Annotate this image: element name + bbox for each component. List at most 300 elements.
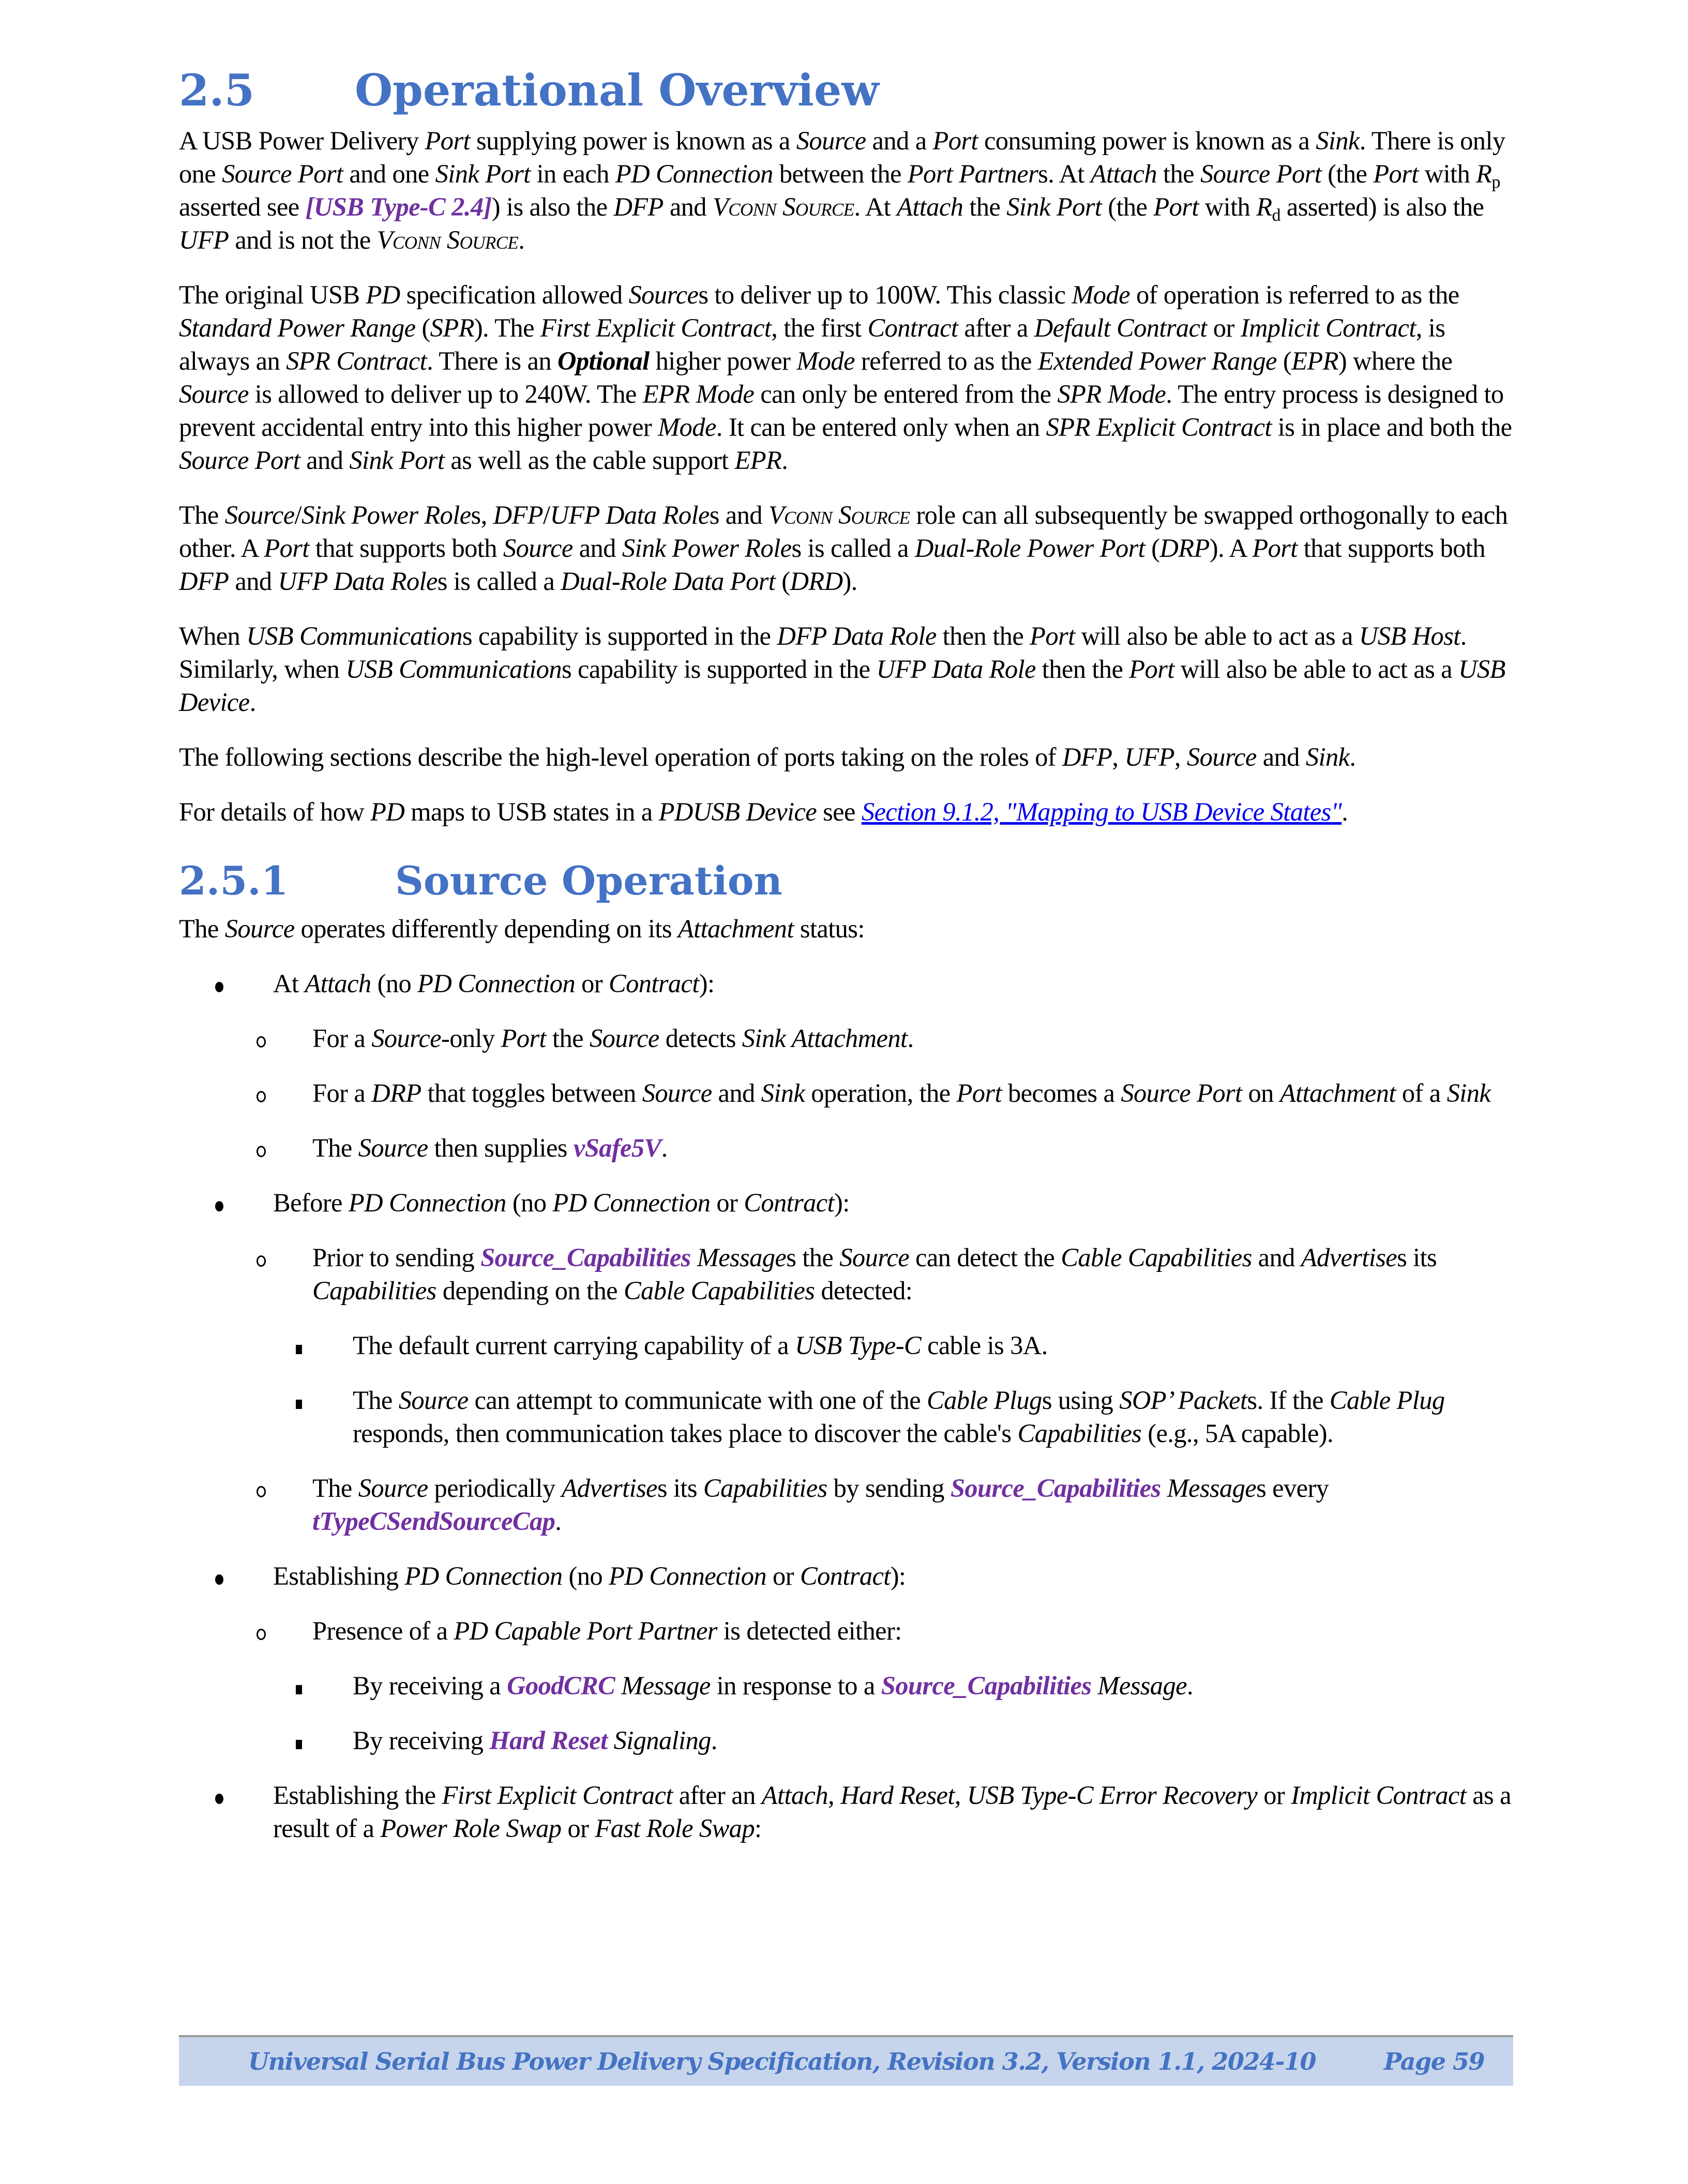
text-run: status: <box>793 914 865 943</box>
paragraph <box>179 124 1513 256</box>
text-run: and <box>1252 1243 1301 1272</box>
text-run: detects <box>659 1024 742 1053</box>
emphasized-term: Source Port <box>1121 1079 1242 1108</box>
text-run: For a <box>312 1024 372 1053</box>
text-run: s its <box>1397 1243 1437 1272</box>
emphasized-term: DFP <box>613 192 664 221</box>
emphasized-term: PD Connection <box>348 1188 506 1217</box>
text-run: responds, then communication takes place to discover the cable's <box>353 1419 1018 1448</box>
paragraph <box>179 619 1513 719</box>
text-run: as well as the cable support <box>444 446 735 475</box>
emphasized-term: USB Device <box>179 655 1505 717</box>
text-run: as a result of a <box>273 1781 1511 1843</box>
text-run <box>615 1671 621 1700</box>
text-run: s the <box>786 1243 840 1272</box>
list-item <box>179 1559 1513 1593</box>
emphasized-term: UFP Data Role <box>278 567 438 596</box>
text-run: then supplies <box>428 1133 574 1162</box>
text-run: ). A <box>1209 534 1253 563</box>
emphasized-term: Hard Reset <box>840 1781 955 1810</box>
emphasized-term: USB Communication <box>246 621 462 650</box>
hollow-circle-bullet-icon <box>257 1022 266 1055</box>
text-run: . <box>555 1507 562 1536</box>
emphasized-term: EPR <box>1291 346 1338 375</box>
text-run: . <box>1342 797 1348 826</box>
emphasized-term: DFP <box>179 567 229 596</box>
text-run: and one <box>343 159 435 188</box>
text-run: s capability is supported in the <box>561 655 877 684</box>
text-run: with <box>1418 159 1476 188</box>
emphasized-term: Message <box>1097 1671 1187 1700</box>
text-run: then the <box>936 621 1030 650</box>
emphasized-term: Contract <box>744 1188 835 1217</box>
text-run: When <box>179 621 247 650</box>
text-run: (no <box>506 1188 553 1217</box>
emphasized-term: DFP Data Role <box>777 621 937 650</box>
text-run: or <box>1207 313 1241 342</box>
text-run: and <box>712 1079 761 1108</box>
emphasized-term: EPR <box>734 446 782 475</box>
square-bullet-icon <box>296 1384 302 1417</box>
text-run: At <box>273 969 305 998</box>
page-number: Page 59 <box>1383 2048 1484 2075</box>
emphasized-term: Port <box>1153 192 1199 221</box>
text-run: ( <box>775 567 790 596</box>
text-run: after a <box>958 313 1034 342</box>
text-run: referred to as the <box>854 346 1038 375</box>
text-run: is allowed to deliver up to 240W. The <box>248 380 643 408</box>
text-run: on <box>1242 1079 1280 1108</box>
emphasized-term: R <box>1256 192 1272 221</box>
text-run: and <box>229 567 278 596</box>
text-run: Presence of a <box>312 1616 454 1645</box>
emphasized-term: Sink Port <box>435 159 531 188</box>
emphasized-term: Source <box>503 534 573 563</box>
text-run: , <box>828 1781 841 1810</box>
square-bullet-icon <box>296 1724 302 1757</box>
text-run: will also be able to act as a <box>1075 621 1359 650</box>
square-bullet-icon <box>296 1669 302 1702</box>
emphasized-term: Optional <box>557 346 650 375</box>
text-run: will also be able to act as a <box>1174 655 1459 684</box>
emphasized-term: Source <box>796 126 866 155</box>
emphasized-term: Port <box>425 126 470 155</box>
text-run: s using <box>1042 1386 1120 1415</box>
text-run: , <box>954 1781 967 1810</box>
text-run: can only be entered from the <box>754 380 1058 408</box>
emphasized-term: PD Capable Port Partner <box>454 1616 717 1645</box>
hollow-circle-bullet-icon <box>257 1076 266 1110</box>
emphasized-term: DRP <box>1159 534 1210 563</box>
list-item <box>179 1022 1513 1055</box>
emphasized-term: Port <box>1373 159 1419 188</box>
emphasized-term: DFP <box>1062 742 1112 771</box>
filled-circle-bullet-icon <box>215 1186 223 1219</box>
text-run: the <box>963 192 1007 221</box>
text-run: maps to USB states in a <box>404 797 659 826</box>
text-run <box>1161 1474 1167 1503</box>
emphasized-term: Mode <box>796 346 855 375</box>
emphasized-term: Source Port <box>1200 159 1322 188</box>
text-run: The <box>312 1474 358 1503</box>
emphasized-term: First Explicit Contract <box>442 1781 673 1810</box>
emphasized-term: SPR <box>430 313 474 342</box>
subsection-number: 2.5.1 <box>179 858 289 904</box>
text-run: . Similarly, when <box>179 621 1467 684</box>
emphasized-term: Source <box>371 1024 441 1053</box>
emphasized-term: PD <box>366 280 400 309</box>
cross-reference-link[interactable]: Section 9.1.2, "Mapping to USB Device States" <box>861 797 1342 826</box>
defined-term-reference: Source_Capabilities <box>950 1474 1161 1503</box>
emphasized-term: Sink <box>761 1079 805 1108</box>
emphasized-term: SPR Mode <box>1057 380 1166 408</box>
square-bullet-icon <box>296 1329 302 1362</box>
text-run: . <box>1349 742 1356 771</box>
text-run: Establishing the <box>273 1781 442 1810</box>
emphasized-term: PD <box>370 797 405 826</box>
emphasized-term: Standard Power Range <box>179 313 416 342</box>
page-footer <box>179 2035 1513 2086</box>
emphasized-term: Port <box>956 1079 1002 1108</box>
text-run: . <box>711 1726 717 1755</box>
text-run: , the first <box>771 313 868 342</box>
text-run: . <box>907 1024 914 1053</box>
text-run: ): <box>699 969 715 998</box>
emphasized-term: PD Connection <box>417 969 576 998</box>
text-run: s is called a <box>791 534 915 563</box>
emphasized-term: Extended Power Range <box>1037 346 1277 375</box>
subscript: d <box>1272 206 1280 225</box>
text-run: s its <box>657 1474 703 1503</box>
hollow-circle-bullet-icon <box>257 1241 266 1275</box>
text-run: ): <box>834 1188 850 1217</box>
text-run: of a <box>1395 1079 1447 1108</box>
emphasized-term: Vconn Source <box>376 225 519 254</box>
page-content <box>179 57 1513 1867</box>
emphasized-term: DFP <box>493 501 544 529</box>
list-item <box>179 1779 1513 1845</box>
text-run: periodically <box>428 1474 562 1503</box>
emphasized-term: Port <box>1030 621 1075 650</box>
list-item <box>179 1669 1513 1702</box>
text-run <box>608 1726 614 1755</box>
emphasized-term: DRP <box>371 1079 421 1108</box>
list-item <box>179 1186 1513 1219</box>
text-run: depending on the <box>436 1276 624 1305</box>
text-run: . The entry process is designed to prevent accidental entry into this higher power <box>179 380 1504 442</box>
text-run: / <box>294 501 302 529</box>
text-run: or <box>710 1188 744 1217</box>
emphasized-term: Advertise <box>561 1474 657 1503</box>
text-run: that toggles between <box>421 1079 642 1108</box>
text-run: . There is only one <box>179 126 1505 188</box>
filled-circle-bullet-icon <box>215 1779 223 1812</box>
text-run: specification allowed <box>400 280 629 309</box>
footer-title: Universal Serial Bus Power Delivery Specification, Revision 3.2, Version 1.1, 2024-10 <box>248 2048 1316 2075</box>
text-run: ( <box>1276 346 1292 375</box>
defined-term-reference: GoodCRC <box>507 1671 615 1700</box>
emphasized-term: Mode <box>1072 280 1130 309</box>
text-run: role can all subsequently be swapped orthogonally to each other. A <box>179 501 1508 563</box>
paragraph <box>179 795 1513 828</box>
hollow-circle-bullet-icon <box>257 1131 266 1165</box>
text-run <box>1091 1671 1097 1700</box>
paragraph <box>179 498 1513 598</box>
emphasized-term: Mode <box>658 413 716 442</box>
emphasized-term: Port Partner <box>907 159 1038 188</box>
text-run: is detected either: <box>717 1616 902 1645</box>
text-run: s every <box>1256 1474 1329 1503</box>
text-run: (the <box>1102 192 1154 221</box>
text-run: ) is also the <box>491 192 614 221</box>
emphasized-term: Attach <box>305 969 371 998</box>
emphasized-term: Sink Power Role <box>622 534 792 563</box>
emphasized-term: Attach <box>761 1781 828 1810</box>
text-run: asserted) is also the <box>1280 192 1484 221</box>
emphasized-term: UFP Data Role <box>550 501 710 529</box>
text-run: higher power <box>649 346 797 375</box>
text-run: that supports both <box>309 534 503 563</box>
emphasized-term: Sink <box>1316 126 1360 155</box>
emphasized-term: UFP <box>179 225 229 254</box>
text-run: . <box>249 688 256 717</box>
text-run: The following sections describe the high-level operation of ports taking on the roles of <box>179 742 1063 771</box>
emphasized-term: Cable Plug <box>1329 1386 1445 1415</box>
emphasized-term: Port <box>1252 534 1298 563</box>
emphasized-term: Port <box>264 534 309 563</box>
emphasized-term: PDUSB Device <box>658 797 817 826</box>
text-run: operation, the <box>805 1079 957 1108</box>
emphasized-term: Message <box>621 1671 711 1700</box>
text-run: . At <box>854 192 897 221</box>
defined-term-reference: [USB Type-C 2.4] <box>305 192 492 221</box>
emphasized-term: Capabilities <box>703 1474 827 1503</box>
subsection-title: Source Operation <box>395 858 782 904</box>
text-run <box>691 1243 697 1272</box>
emphasized-term: USB Type-C Error Recovery <box>967 1781 1258 1810</box>
text-run: s. At <box>1038 159 1091 188</box>
list-item <box>179 1241 1513 1307</box>
text-run: and <box>572 534 622 563</box>
list-item <box>179 1384 1513 1450</box>
list-item <box>179 967 1513 1000</box>
text-run: Before <box>273 1188 349 1217</box>
emphasized-term: Advertise <box>1301 1243 1397 1272</box>
emphasized-term: USB Type-C <box>794 1331 922 1360</box>
text-run: For a <box>312 1079 372 1108</box>
subsection-intro <box>179 912 1513 945</box>
emphasized-term: Sink Power Role <box>301 501 471 529</box>
text-run: and <box>300 446 350 475</box>
filled-circle-bullet-icon <box>215 1559 223 1593</box>
text-run: and <box>663 192 713 221</box>
text-run: The <box>312 1133 358 1162</box>
emphasized-term: Source <box>628 280 699 309</box>
text-run: between the <box>773 159 908 188</box>
text-run: consuming power is known as a <box>977 126 1316 155</box>
emphasized-term: UFP <box>1124 742 1174 771</box>
emphasized-term: UFP Data Role <box>876 655 1036 684</box>
text-run: . <box>518 225 525 254</box>
emphasized-term: Vconn Source <box>768 501 910 529</box>
emphasized-term: EPR Mode <box>642 380 755 408</box>
section-number: 2.5 <box>179 65 255 116</box>
text-run: The default current carrying capability of a <box>353 1331 795 1360</box>
text-run: -only <box>441 1024 501 1053</box>
emphasized-term: Source <box>642 1079 712 1108</box>
emphasized-term: Power Role Swap <box>380 1814 562 1843</box>
text-run: ( <box>1145 534 1160 563</box>
emphasized-term: Sink <box>1305 742 1350 771</box>
emphasized-term: Sink Attachment <box>742 1024 908 1053</box>
text-run: , <box>1174 742 1187 771</box>
emphasized-term: SOP’ Packet <box>1119 1386 1247 1415</box>
emphasized-term: Signaling <box>613 1726 711 1755</box>
emphasized-term: USB Communication <box>345 655 562 684</box>
hollow-circle-bullet-icon <box>257 1614 266 1648</box>
emphasized-term: Source <box>179 380 249 408</box>
text-run: . <box>781 446 788 475</box>
emphasized-term: Vconn Source <box>712 192 854 221</box>
text-run: can attempt to communicate with one of the <box>468 1386 927 1415</box>
text-run: after an <box>672 1781 762 1810</box>
emphasized-term: Contract <box>867 313 958 342</box>
subsection-heading <box>179 850 1513 912</box>
emphasized-term: R <box>1476 159 1492 188</box>
text-run: s, <box>471 501 493 529</box>
text-run: ): <box>890 1561 906 1590</box>
emphasized-term: Sink Port <box>1006 192 1102 221</box>
text-run: operates differently depending on its <box>294 914 678 943</box>
emphasized-term: Message <box>697 1243 787 1272</box>
text-run: (no <box>371 969 418 998</box>
text-run: / <box>543 501 550 529</box>
text-run: or <box>1257 1781 1291 1810</box>
list-item <box>179 1076 1513 1110</box>
text-run: s is called a <box>437 567 561 596</box>
text-run: ( <box>415 313 430 342</box>
list-item <box>179 1724 1513 1757</box>
section-heading <box>179 57 1513 124</box>
emphasized-term: Fast Role Swap <box>595 1814 755 1843</box>
emphasized-term: PD Connection <box>552 1188 711 1217</box>
emphasized-term: PD Connection <box>615 159 773 188</box>
text-run: of operation is referred to as the <box>1129 280 1459 309</box>
emphasized-term: Attachment <box>1279 1079 1396 1108</box>
defined-term-reference: vSafe5V <box>573 1133 661 1162</box>
text-run: detected: <box>815 1276 913 1305</box>
text-run: see <box>817 797 862 826</box>
text-run: can detect the <box>909 1243 1061 1272</box>
emphasized-term: Port <box>932 126 978 155</box>
emphasized-term: Source <box>224 501 295 529</box>
emphasized-term: Source Port <box>222 159 343 188</box>
list-item <box>179 1329 1513 1362</box>
text-run: with <box>1198 192 1257 221</box>
emphasized-term: First Explicit Contract <box>540 313 772 342</box>
emphasized-term: Port <box>1129 655 1174 684</box>
text-run: (no <box>562 1561 609 1590</box>
emphasized-term: Sink Port <box>349 446 445 475</box>
text-run: and is not the <box>229 225 377 254</box>
emphasized-term: Attach <box>1090 159 1157 188</box>
text-run: (the <box>1321 159 1374 188</box>
emphasized-term: Contract <box>800 1561 891 1590</box>
hollow-circle-bullet-icon <box>257 1472 266 1505</box>
text-run: by sending <box>827 1474 951 1503</box>
emphasized-term: Attachment <box>677 914 794 943</box>
emphasized-term: Capabilities <box>312 1276 436 1305</box>
text-run: . <box>661 1133 668 1162</box>
emphasized-term: SPR Explicit Contract <box>1046 413 1272 442</box>
defined-term-reference: tTypeCSendSourceCap <box>312 1507 555 1536</box>
source-operation-list <box>179 967 1513 1845</box>
text-run: ). <box>842 567 857 596</box>
emphasized-term: Source <box>589 1024 659 1053</box>
text-run: For details of how <box>179 797 371 826</box>
emphasized-term: SPR Contract <box>286 346 427 375</box>
text-run: . It can be entered only when an <box>716 413 1046 442</box>
text-run: Establishing <box>273 1561 405 1590</box>
text-run: asserted see <box>179 192 306 221</box>
emphasized-term: Attach <box>897 192 963 221</box>
text-run: supplying power is known as a <box>470 126 796 155</box>
text-run: . <box>1186 1671 1193 1700</box>
text-run: Prior to sending <box>312 1243 481 1272</box>
emphasized-term: Dual-Role Data Port <box>561 567 776 596</box>
text-run: , is always an <box>179 313 1445 375</box>
paragraph <box>179 278 1513 477</box>
text-run: then the <box>1035 655 1129 684</box>
section-title: Operational Overview <box>355 65 879 116</box>
emphasized-term: Sink <box>1446 1079 1491 1108</box>
text-run: or <box>766 1561 800 1590</box>
list-item <box>179 1472 1513 1538</box>
emphasized-term: Source <box>358 1133 428 1162</box>
text-run: in response to a <box>710 1671 881 1700</box>
paragraph <box>179 740 1513 774</box>
text-run: , <box>1112 742 1125 771</box>
text-run: The <box>179 914 225 943</box>
emphasized-term: Cable Capabilities <box>623 1276 815 1305</box>
emphasized-term: USB Host <box>1359 621 1460 650</box>
text-run: ) where the <box>1338 346 1453 375</box>
text-run: s capability is supported in the <box>462 621 777 650</box>
text-run: (e.g., 5A capable). <box>1141 1419 1333 1448</box>
emphasized-term: Implicit Contract <box>1240 313 1416 342</box>
text-run: A USB Power Delivery <box>179 126 425 155</box>
text-run: By receiving a <box>353 1671 507 1700</box>
text-run: the <box>1157 159 1200 188</box>
text-run: The <box>353 1386 399 1415</box>
text-run: By receiving <box>353 1726 490 1755</box>
defined-term-reference: Source_Capabilities <box>881 1671 1092 1700</box>
text-run: s. If the <box>1247 1386 1330 1415</box>
emphasized-term: Source <box>398 1386 469 1415</box>
list-item <box>179 1131 1513 1164</box>
text-run: and a <box>866 126 933 155</box>
text-run: s to deliver up to 100W. This classic <box>698 280 1072 309</box>
emphasized-term: Port <box>501 1024 546 1053</box>
emphasized-term: DRD <box>790 567 843 596</box>
text-run: ). The <box>474 313 540 342</box>
emphasized-term: Message <box>1167 1474 1257 1503</box>
emphasized-term: Cable Plug <box>927 1386 1042 1415</box>
text-run: and <box>1256 742 1306 771</box>
emphasized-term: Source <box>358 1474 428 1503</box>
emphasized-term: Default Contract <box>1034 313 1207 342</box>
emphasized-term: Source <box>839 1243 910 1272</box>
